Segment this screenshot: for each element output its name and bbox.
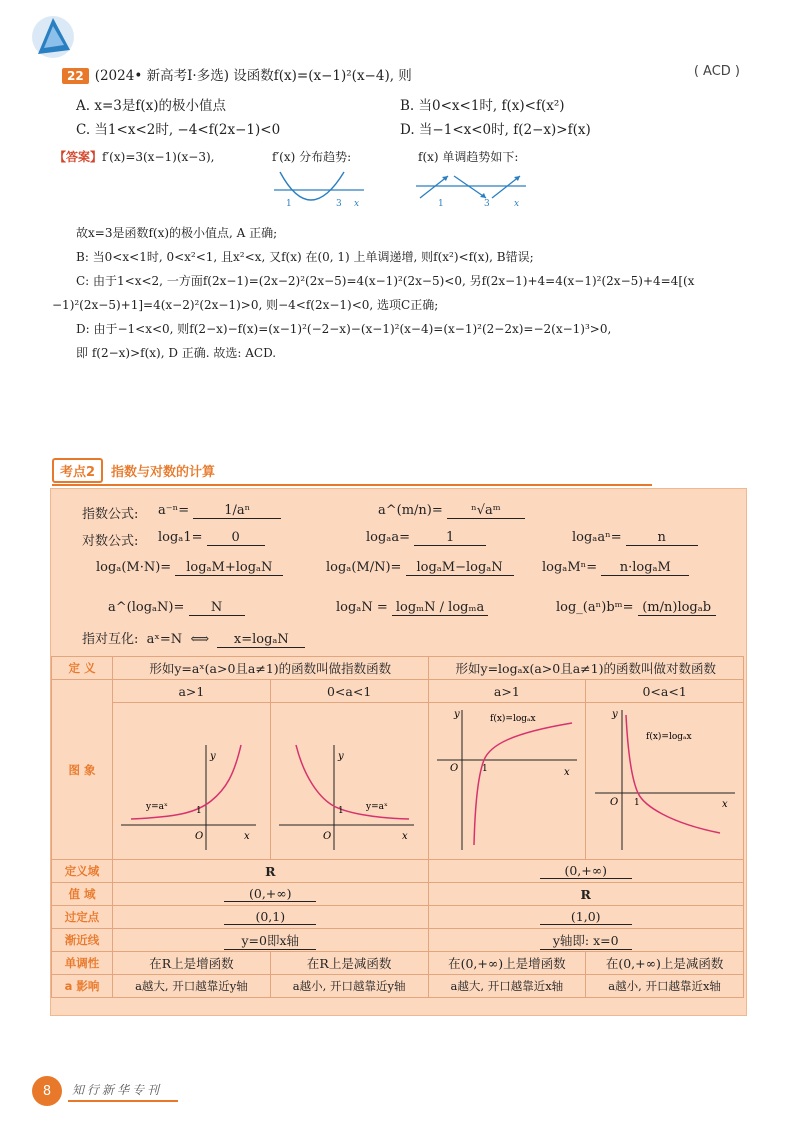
svg-text:1: 1 [196,805,203,816]
svg-text:y: y [453,708,460,720]
option-b: B. 当0<x<1时, f(x)<f(x²) [400,98,565,114]
page-number: 8 [32,1076,62,1106]
solution-line-1: 故x=3是函数f(x)的极小值点, A 正确; [76,226,278,240]
log-formula-7: a^(logₐN)= N [108,600,245,616]
exp-log-comparison-table [51,656,744,998]
derivative-sign-graph [272,168,372,210]
log-formula-4: logₐ(M·N)= logₐM+logₐN [96,560,283,576]
svg-text:O: O [323,830,332,842]
svg-text:y: y [210,750,217,762]
monotonic-trend-graph [414,168,534,210]
derivative-parabola [280,172,344,200]
graph-log-increasing [428,703,586,860]
exp-curve-decreasing [296,745,409,819]
trend-label-derivative: f′(x) 分布趋势: [272,150,352,164]
svg-text:y: y [611,708,618,720]
table-row-fixed-point: 过定点 (0,1) (1,0) [52,906,744,929]
svg-text:O: O [609,796,618,808]
section-tag: 考点2 [52,458,103,483]
table-row-range: 值 域 (0,+∞) R [52,883,744,906]
svg-text:y=aˣ: y=aˣ [146,801,169,812]
svg-text:O: O [195,830,204,842]
svg-text:x: x [402,830,408,842]
svg-text:1: 1 [338,805,344,816]
question-number: 22 [62,68,89,84]
derivative-axis-x: x [354,199,360,209]
section-title: 指数与对数的计算 [111,464,216,480]
table-row-monotonicity: 单调性 在R上是增函数 在R上是减函数 在(0,+∞)上是增函数 在(0,+∞)上是减函数 [52,952,744,975]
svg-text:f(x)=logₐx: f(x)=logₐx [489,713,536,724]
brand-logo-icon [30,14,76,60]
table-row-cases: 图 象 a>1 0<a<1 a>1 0<a<1 [52,680,744,703]
log-formula-5: logₐ(M/N)= logₐM−logₐN [326,560,514,576]
svg-text:y=aˣ: y=aˣ [366,801,388,812]
svg-text:y: y [338,750,344,762]
graph-log-decreasing [586,703,744,860]
solution-derivative: 【答案】f′(x)=3(x−1)(x−3), [54,150,215,164]
trend-tick-1: 1 [438,199,444,209]
svg-text:f(x)=logₐx: f(x)=logₐx [645,731,692,742]
svg-text:x: x [244,830,251,842]
section-header [52,457,215,483]
solution-line-3: C: 由于1<x<2, 一方面f(2x−1)=(2x−2)²(2x−5)=4(x−1)²(2x−5)<0, 另f(2x−1)+4=4(x−1)²(2x−5)+4=4[(x [76,274,695,288]
table-row-definition: 定 义 形如y=aˣ(a>0且a≠1)的函数叫做指数函数 形如y=logₐx(a>0且a≠1)的函数叫做对数函数 [52,657,744,680]
footer-brand: 知行新华专刊 [72,1083,163,1097]
solution-line-2: B: 当0<x<1时, 0<x²<1, 且x²<x, 又f(x) 在(0, 1) 上单调递增, 则f(x²)<f(x), B错误; [76,250,534,264]
svg-text:x: x [721,798,728,810]
log-curve-increasing [474,723,572,845]
trend-up-arrow-1 [420,176,448,198]
exp-formula-2: a^(m/n)= ⁿ√aᵐ [378,503,525,519]
log-formula-2: logₐa= 1 [366,530,486,546]
trend-axis-x: x [514,199,520,209]
trend-tick-3: 3 [484,199,490,209]
derivative-tick-1: 1 [286,199,292,209]
answer-choice: ( ACD ) [693,64,740,79]
solution-line-4: −1)²(2x−5)+1]=4(x−2)²(2x−1)>0, 则−4<f(2x−1)<0, 选项C正确; [52,298,439,312]
table-row-domain: 定义域 R (0,+∞) [52,860,744,883]
svg-text:1: 1 [633,797,640,808]
log-formula-9: log_(aⁿ)bᵐ= (m/n)logₐb [556,600,716,616]
table-row-graphs [52,703,744,860]
option-a: A. x=3是f(x)的极小值点 [76,98,226,114]
svg-text:x: x [563,766,570,778]
trend-label-function: f(x) 单调趋势如下: [418,150,519,164]
table-row-effect: a 影响 a越大, 开口越靠近y轴 a越小, 开口越靠近y轴 a越大, 开口越靠近x轴 a越小, 开口越靠近x轴 [52,975,744,998]
conversion-formula: 指对互化: aˣ=N ⟺ x=logₐN [82,628,305,648]
option-d: D. 当−1<x<0时, f(2−x)>f(x) [400,122,591,138]
graph-exp-increasing [113,703,271,860]
svg-text:O: O [449,762,459,774]
graph-exp-decreasing [270,703,428,860]
solution-line-6: 即 f(2−x)>f(x), D 正确. 故选: ACD. [76,346,277,360]
log-formula-label: 对数公式: [82,534,139,549]
trend-down-arrow [454,176,486,198]
exp-formula-label: 指数公式: [82,507,139,522]
footer-underline [68,1100,178,1102]
question-stem: 22 (2024• 新高考Ⅰ·多选) 设函数f(x)=(x−1)²(x−4), 则 [62,64,412,84]
log-formula-1: logₐ1= 0 [158,530,265,546]
section-underline [52,484,652,486]
svg-text:1: 1 [481,763,488,774]
log-formula-8: logₐN = logₘN / logₘa [336,600,488,616]
option-c: C. 当1<x<2时, −4<f(2x−1)<0 [76,122,281,138]
solution-line-5: D: 由于−1<x<0, 则f(2−x)−f(x)=(x−1)²(−2−x)−(x−1)²(x−4)=(x−1)²(2−2x)=−2(x−1)³>0, [76,322,612,336]
log-formula-3: logₐaⁿ= n [572,530,698,546]
trend-up-arrow-2 [492,176,520,198]
derivative-tick-3: 3 [336,199,342,209]
table-row-asymptote: 渐近线 y=0即x轴 y轴即: x=0 [52,929,744,952]
exp-formula-1: a⁻ⁿ= 1/aⁿ [158,503,281,519]
log-formula-6: logₐMⁿ= n·logₐM [542,560,689,576]
